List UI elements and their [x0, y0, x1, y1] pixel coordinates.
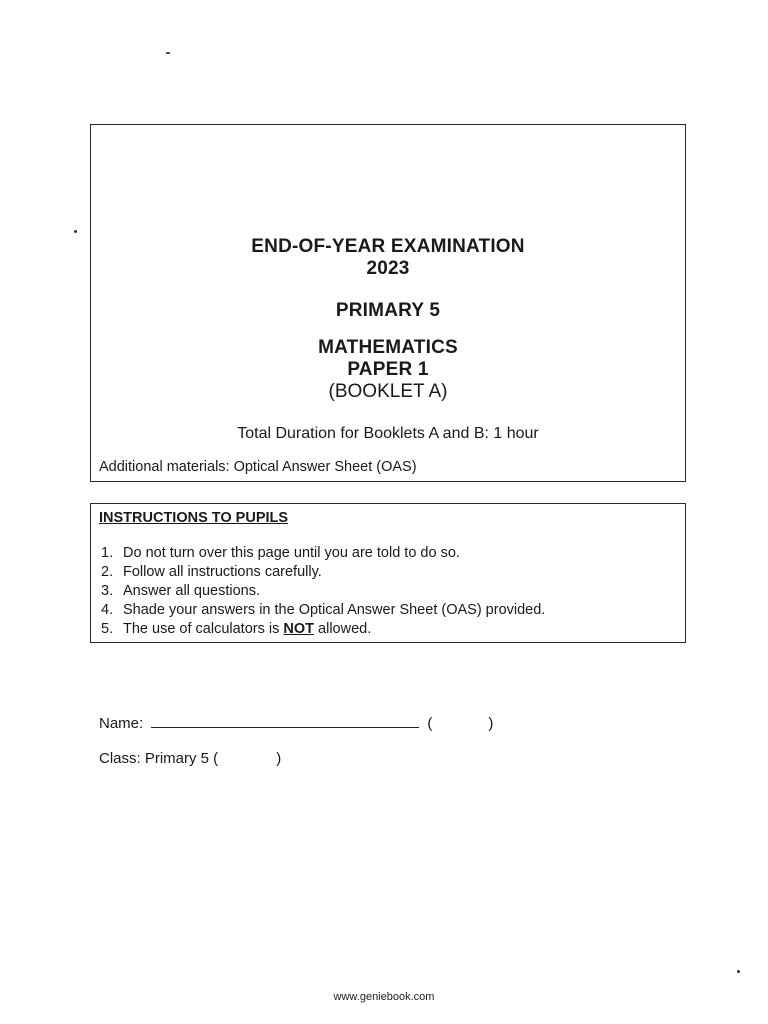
- not-emphasis: NOT: [283, 621, 314, 637]
- index-open-paren: (: [427, 715, 433, 732]
- exam-level: PRIMARY 5: [335, 300, 441, 321]
- exam-subject: MATHEMATICS: [318, 337, 458, 358]
- instruction-item: 2. Follow all instructions carefully.: [101, 564, 322, 580]
- class-close-paren: ): [276, 750, 282, 767]
- instruction-item: 1. Do not turn over this page until you are told to do so.: [101, 545, 460, 561]
- cover-box: [90, 124, 686, 482]
- name-label: Name:: [99, 715, 144, 732]
- scan-speck: [74, 230, 77, 233]
- exam-duration: Total Duration for Booklets A and B: 1 hour: [237, 425, 539, 442]
- instruction-item: 3. Answer all questions.: [101, 583, 261, 599]
- scan-speck: [166, 52, 170, 54]
- additional-materials: Additional materials: Optical Answer Sheet (OAS): [99, 459, 417, 475]
- exam-title: END-OF-YEAR EXAMINATION: [251, 236, 525, 257]
- index-close-paren: ): [488, 715, 494, 732]
- name-blank-line[interactable]: [151, 713, 419, 728]
- name-field-row: [99, 713, 493, 732]
- class-field-row: [99, 750, 281, 767]
- footer-website: www.geniebook.com: [333, 991, 435, 1003]
- exam-paper: PAPER 1: [347, 359, 429, 380]
- scan-speck: [737, 970, 740, 973]
- instructions-heading: INSTRUCTIONS TO PUPILS: [99, 510, 289, 526]
- exam-booklet: (BOOKLET A): [328, 381, 448, 402]
- instruction-item: 5. The use of calculators is NOT allowed.: [101, 621, 372, 637]
- title-block: [91, 236, 685, 280]
- instructions-box: [90, 503, 686, 643]
- exam-year: 2023: [366, 258, 410, 279]
- instructions-list: [101, 544, 545, 639]
- instruction-item: 4. Shade your answers in the Optical Answer Sheet (OAS) provided.: [101, 602, 546, 618]
- subject-block: [91, 337, 685, 403]
- class-label: Class: Primary 5 (: [99, 750, 219, 767]
